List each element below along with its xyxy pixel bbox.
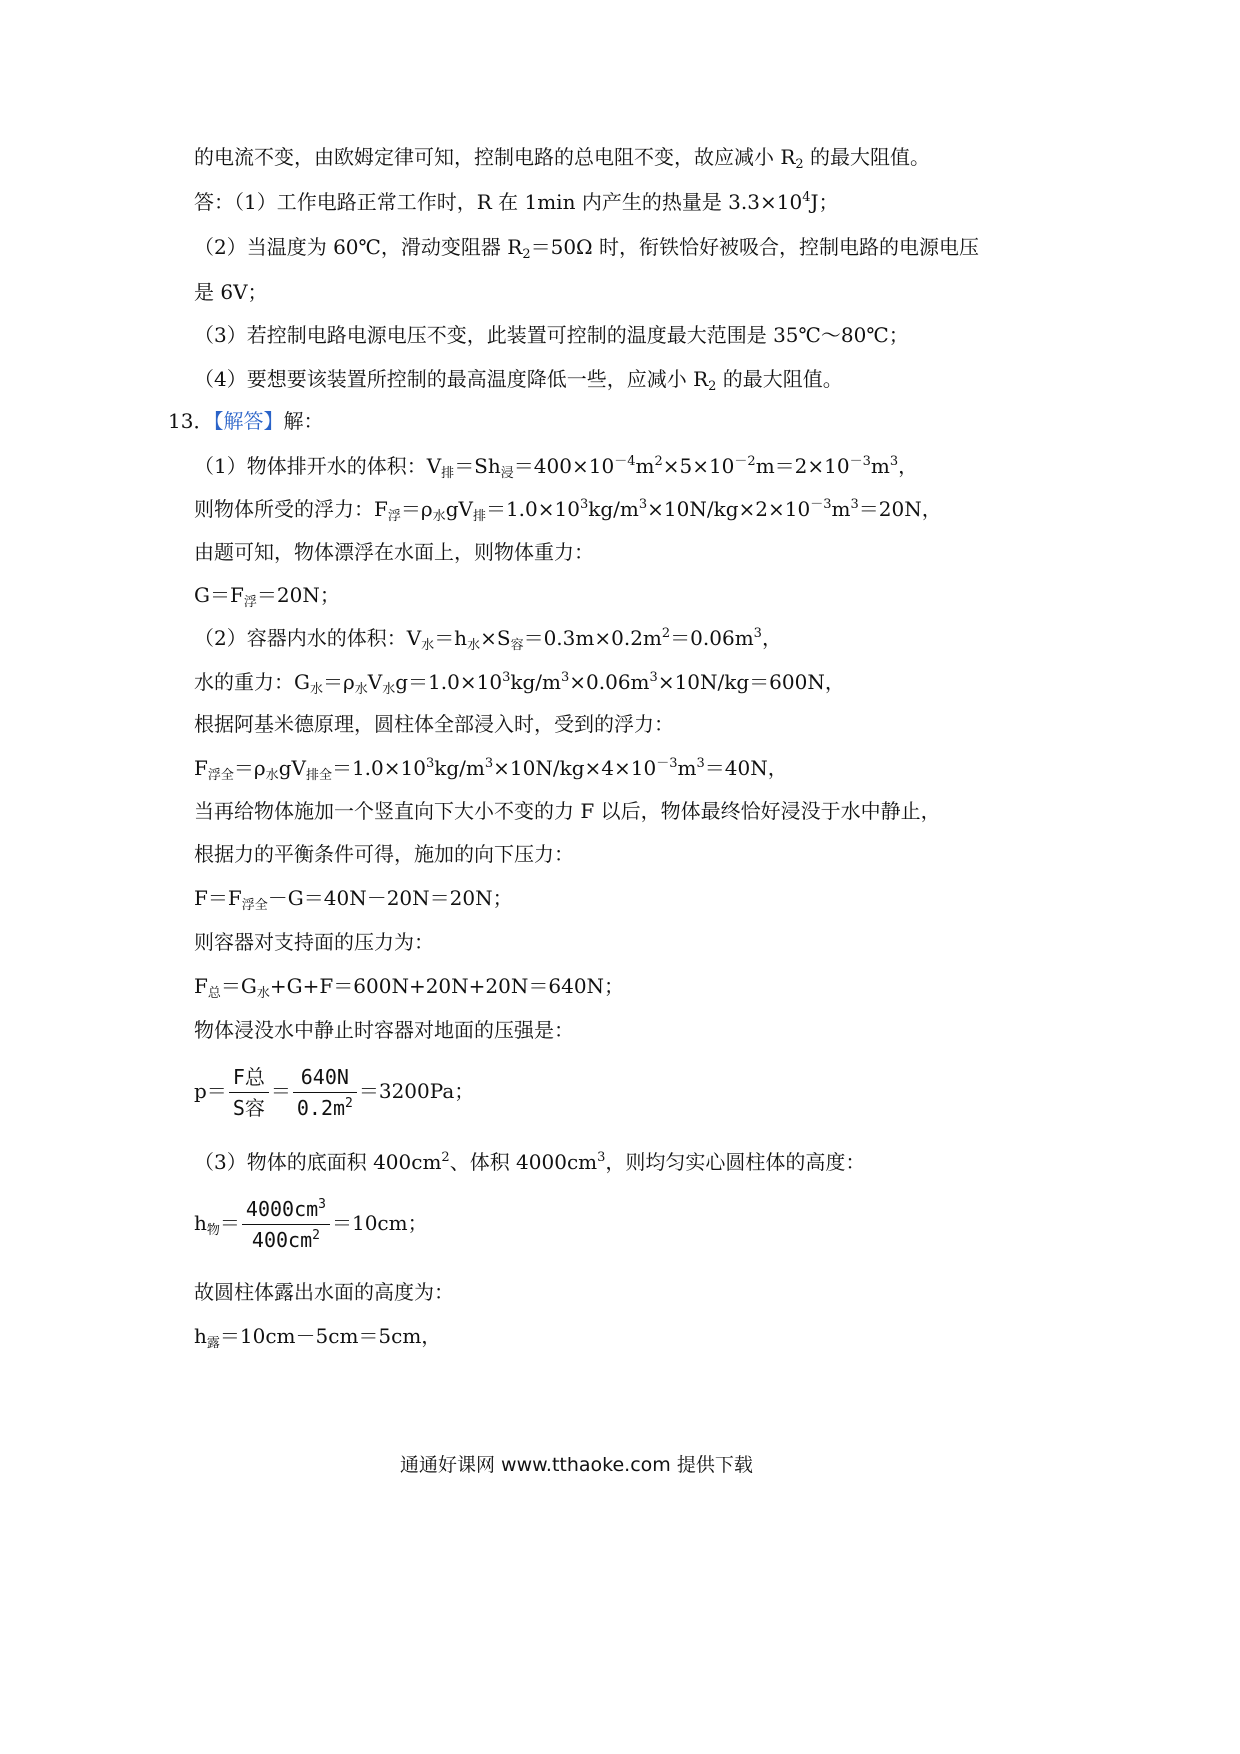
text-line: （1）物体排开水的体积：$V_排=Sh_浸=400\times 10^{-4}m^2\times 5\times 10^{-2}m=2\times 10^{-3}m^3$， — [194, 454, 919, 481]
text-line: 是 6V； — [194, 280, 268, 304]
footer-text: 通通好课网 www.tthaoke.com 提供下载 — [400, 1454, 753, 1476]
question-heading: 13．【解答】解： — [168, 409, 324, 433]
text-line: 的电流不变，由欧姆定律可知，控制电路的总电阻不变，故应减小 $R_2$ 的最大阻值。 — [194, 145, 931, 172]
text-line: 则容器对支持面的压力为： — [194, 930, 434, 954]
pressure-formula: p＝ $\frac{\text{F总}}{\text{S容}}$ ＝ $\frac{640N}{0.2m^2}$ ＝3200Pa； — [194, 1062, 474, 1123]
text-line: 根据力的平衡条件可得，施加的向下压力： — [194, 842, 574, 866]
text-line: 水的重力：$G_水=\rho_水V_水g=1.0\times 10^3kg/m^3\times 0.06m^3\times 10N/kg=600N$， — [194, 670, 845, 697]
fraction: $\frac{640N}{0.2m^2}$ — [293, 1062, 357, 1123]
text-line: 当再给物体施加一个竖直向下大小不变的力 F 以后，物体最终恰好浸没于水中静止， — [194, 799, 941, 823]
fraction: $\frac{4000cm^3}{400cm^2}$ — [242, 1194, 330, 1255]
answer-label: 【解答】 — [213, 409, 284, 433]
text-line: 故圆柱体露出水面的高度为： — [194, 1280, 454, 1304]
text-line: 答：（1）工作电路正常工作时，R 在 1min 内产生的热量是 $3.3\times 10^4J$； — [194, 190, 839, 214]
text-line: （2）当温度为 60℃，滑动变阻器 $R_2=50\Omega$ 时，衔铁恰好被吸合，控制电路的电源电压 — [194, 235, 979, 262]
text-line: $h_露=10cm-5cm=5cm$， — [194, 1324, 442, 1351]
text-line: 根据阿基米德原理，圆柱体全部浸入时，受到的浮力： — [194, 712, 674, 736]
text-line: （3）物体的底面积 $400cm^2$、体积 $4000cm^3$，则均匀实心圆柱体的高度： — [194, 1150, 866, 1174]
text-line: 物体浸没水中静止时容器对地面的压强是： — [194, 1018, 574, 1042]
text-line: （4）要想要该装置所控制的最高温度降低一些，应减小 $R_2$ 的最大阻值。 — [194, 367, 843, 394]
text-line: 由题可知，物体漂浮在水面上，则物体重力： — [194, 540, 594, 564]
text-line: $F=F_{浮全}-G=40N-20N=20N$； — [194, 886, 513, 913]
height-formula: $h_物=$ $\frac{4000cm^3}{400cm^2}$ ＝10cm； — [194, 1194, 428, 1255]
fraction: $\frac{\text{F总}}{\text{S容}}$ — [229, 1062, 269, 1123]
text-line: $F_{浮全}=\rho_水gV_{排全}=1.0\times 10^3kg/m^3\times 10N/kg\times 4\times 10^{-3}m^3=40N$， — [194, 756, 788, 783]
text-line: $F_总=G_水+G+F=600N+20N+20N=640N$； — [194, 974, 625, 1001]
text-line: （2）容器内水的体积：$V_水=h_水\times S_容=0.3m\times 0.2m^2=0.06m^3$， — [194, 626, 782, 653]
text-line: $G=F_浮=20N$； — [194, 583, 340, 610]
text-line: （3）若控制电路电源电压不变，此装置可控制的温度最大范围是 35℃～80℃； — [194, 323, 909, 347]
text-line: 则物体所受的浮力：$F_浮=\rho_水gV_排=1.0\times 10^3kg/m^3\times 10N/kg\times 2\times 10^{-3}m^3=20N$， — [194, 497, 942, 524]
